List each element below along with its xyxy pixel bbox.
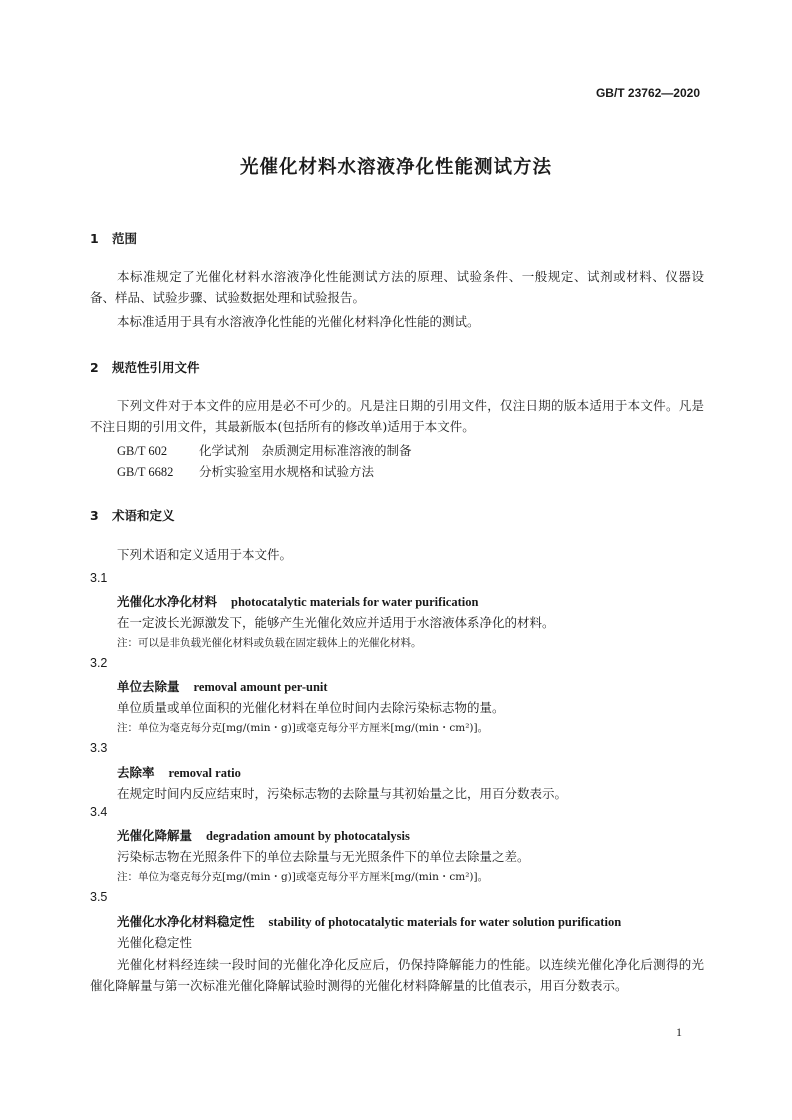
term-number: 3.2 [90, 656, 108, 670]
reference-item [117, 441, 412, 459]
section-3-heading [90, 506, 175, 524]
section-2-heading [90, 358, 200, 376]
term-definition: 在一定波长光源激发下，能够产生光催化效应并适用于水溶液体系净化的材料。 [117, 615, 555, 630]
term-note: 注：单位为毫克每分克[mg/(min・g)]或毫克每分平方厘米[mg/(min・cm²)]。 [117, 871, 489, 883]
term-number: 3.5 [90, 890, 108, 904]
term-zh: 光催化水净化材料稳定性 [117, 914, 255, 929]
standard-number: GB/T 23762—2020 [595, 86, 700, 100]
term-zh: 光催化降解量 [117, 828, 193, 843]
section-title: 术语和定义 [112, 508, 175, 523]
reference-title: 化学试剂 杂质测定用标准溶液的制备 [199, 443, 412, 458]
section-number: 2 [90, 360, 99, 375]
term-en: removal amount per-unit [193, 680, 328, 694]
term-definition: 单位质量或单位面积的光催化材料在单位时间内去除污染标志物的量。 [117, 700, 505, 715]
scope-paragraph-1: 本标准规定了光催化材料水溶液净化性能测试方法的原理、试验条件、一般规定、试剂或材料、仪器设备、样品、试验步骤、试验数据处理和试验报告。 [90, 269, 704, 305]
term-definition: 光催化材料经连续一段时间的光催化净化反应后，仍保持降解能力的性能。以连续光催化净化后测得的光催化降解量与第一次标准光催化降解试验时测得的光催化材料降解量的比值表示，用百分数表示。 [90, 957, 704, 993]
term-en: degradation amount by photocatalysis [206, 829, 410, 843]
page-number: 1 [676, 1025, 682, 1039]
reference-item [117, 462, 374, 480]
term-heading [117, 763, 241, 781]
normative-paragraph: 下列文件对于本文件的应用是必不可少的。凡是注日期的引用文件，仅注日期的版本适用于本文件。凡是不注日期的引用文件，其最新版本(包括所有的修改单)适用于本文件。 [90, 398, 704, 434]
term-definition: 污染标志物在光照条件下的单位去除量与无光照条件下的单位去除量之差。 [117, 849, 530, 864]
reference-title: 分析实验室用水规格和试验方法 [199, 464, 375, 479]
term-heading [117, 677, 328, 695]
term-number: 3.1 [90, 571, 108, 585]
terms-intro: 下列术语和定义适用于本文件。 [117, 547, 293, 562]
term-note: 注：单位为毫克每分克[mg/(min・g)]或毫克每分平方厘米[mg/(min・cm²)]。 [117, 722, 489, 734]
term-number: 3.3 [90, 741, 108, 755]
section-number: 1 [90, 231, 99, 246]
term-zh: 光催化水净化材料 [117, 594, 218, 609]
term-en: removal ratio [168, 766, 241, 780]
term-heading [117, 826, 410, 844]
scope-paragraph-2: 本标准适用于具有水溶液净化性能的光催化材料净化性能的测试。 [117, 314, 480, 329]
term-note: 注：可以是非负载光催化材料或负载在固定载体上的光催化材料。 [117, 637, 422, 649]
section-title: 范围 [112, 231, 138, 246]
document-title: 光催化材料水溶液净化性能测试方法 [239, 157, 552, 178]
reference-code: GB/T 6682 [117, 465, 174, 479]
section-title: 规范性引用文件 [112, 360, 200, 375]
term-en: photocatalytic materials for water purification [231, 595, 479, 609]
term-alternative: 光催化稳定性 [117, 935, 193, 950]
term-heading [117, 592, 478, 610]
term-definition: 在规定时间内反应结束时，污染标志物的去除量与其初始量之比，用百分数表示。 [117, 786, 568, 801]
term-zh: 单位去除量 [117, 679, 180, 694]
term-zh: 去除率 [117, 765, 155, 780]
section-1-heading [90, 229, 137, 247]
term-en: stability of photocatalytic materials for water solution purification [268, 915, 622, 929]
reference-code: GB/T 602 [117, 444, 168, 458]
section-number: 3 [90, 508, 99, 523]
term-number: 3.4 [90, 805, 108, 819]
term-heading [117, 912, 621, 930]
